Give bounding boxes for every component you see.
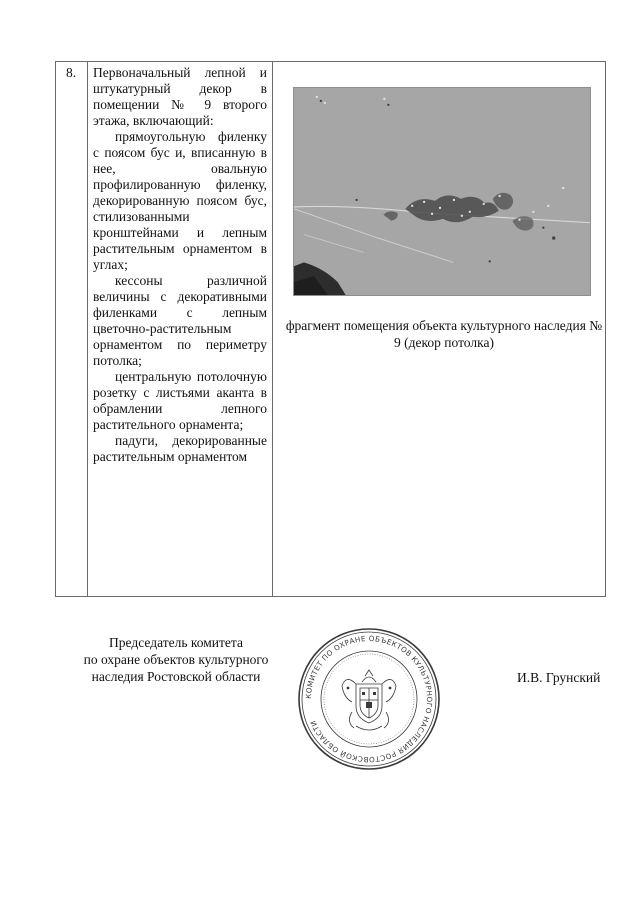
description-paragraph: кессоны различной величины с декоративными филенками с лепным цветочно-растительным орнаментом по периметру потолка; xyxy=(93,273,267,368)
column-divider xyxy=(87,62,88,596)
signatory-name: И.В. Грунский xyxy=(517,670,601,685)
description-paragraph: прямоугольную филенку с поясом бус и, вписанную в нее, овальную профилированную филенку, декорированную поясом бус, стилизованными кронштейнами и лепным растительным орнаментом в углах; xyxy=(93,129,267,272)
photo-caption: фрагмент помещения объекта культурного наследия № 9 (декор потолка) xyxy=(285,318,603,350)
ceiling-decor-photo xyxy=(293,87,591,296)
position-line: по охране объектов культурного xyxy=(83,652,269,667)
row-description xyxy=(93,65,267,465)
seal-text: КОМИТЕТ ПО ОХРАНЕ ОБЪЕКТОВ КУЛЬТУРНОГО НАСЛЕДИЯ РОСТОВСКОЙ ОБЛАСТИ xyxy=(303,633,435,765)
position-line: Председатель комитета xyxy=(109,635,243,650)
column-divider xyxy=(272,62,273,596)
description-paragraph: падуги, декорированные растительным орнаментом xyxy=(93,433,267,464)
position-line: наследия Ростовской области xyxy=(91,669,261,684)
description-paragraph: центральную потолочную розетку с листьями аканта в обрамлении лепного растительного орнамента; xyxy=(93,369,267,432)
heritage-table xyxy=(55,61,606,597)
description-paragraph: Первоначальный лепной и штукатурный декор в помещении № 9 второго этажа, включающий: xyxy=(93,65,267,128)
row-number: 8. xyxy=(66,65,77,80)
official-seal xyxy=(296,626,442,772)
signatory-position xyxy=(56,634,296,685)
